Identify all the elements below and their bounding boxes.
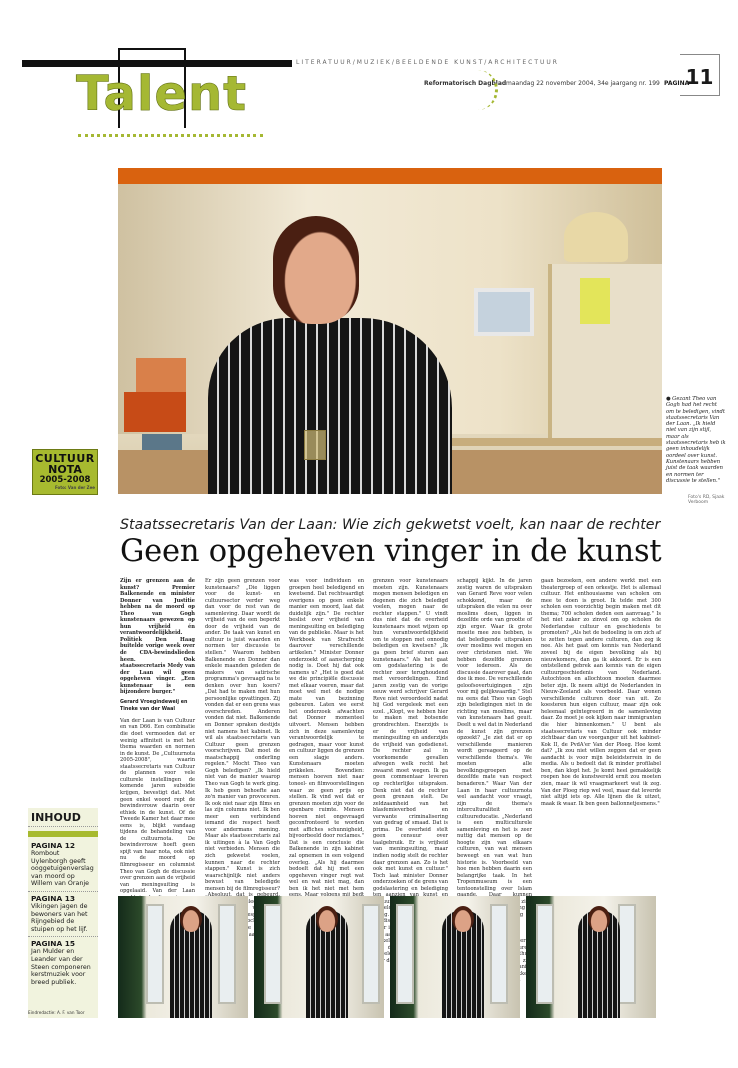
main-photo	[118, 168, 662, 494]
article-column-4	[373, 578, 448, 894]
badge-line-1: CULTUUR	[35, 452, 95, 465]
article-column-5	[457, 578, 532, 971]
eindredactie: Eindredactie: A. F. van Toor	[28, 1010, 85, 1015]
column-text-1: Van der Laan is van Cultuur en van D66. Een combinatie die doet vermoeden dat er weinig affiniteit is met het thema waarden en normen in de kunst. De „Cultuurnota 2005-2008", waarin staatssecretaris van Cultuur de plannen voor vele culturele instellingen de komende jaren subsidie krijgen, bevestigt dat. Met geen enkel woord rept de bewindsvrouw daarin over ethiek in de kunst. Of de Tweede Kamer het daar mee eens is, blijkt vandaag tijdens de behandeling van de cultuurnota. De bewindsvrouw hoeft geen spijt van haar nota, ook niet nu de moord op filmregisseur en columnist Theo van Gogh de discussie over grenzen aan de vrijheid van meningsuiting is opgelaaid. Van der Laan	[120, 717, 195, 895]
byline-2: Tineke van der Waal	[120, 707, 175, 713]
inhoud-text-3: Jan Mulder en Leander van der Steen componeren kerstmuziek voor breed publiek.	[31, 948, 91, 986]
badge-line-2: NOTA	[48, 463, 82, 476]
article-lead: Zijn er grenzen aan de kunst? Premier Balkenende en minister Donner van Justitie hebben na de moord op Theo van Gogh kunstenaars gewezen op hun vrijheid én verantwoordelijkheid. Politiek Den Haag buitelde vorige week over de CDA-bewindslieden heen. Ook staatssecretaris Medy van der Laan wil geen opgeheven vinger. „Een kunstenaar is een bijzondere burger."	[120, 578, 195, 696]
page-number: 11	[680, 54, 720, 96]
inhoud-text-1: Rombout Uylenborgh geeft ooggetuigenverslag van moord op Willem van Oranje	[28, 850, 98, 892]
section-tags: LITERATUUR/MUZIEK/BEELDENDE KUNST/ARCHITECTUUR	[292, 57, 732, 69]
inhoud-box	[28, 808, 98, 1018]
badge-small: Foto: Van der Zee	[54, 485, 95, 490]
page-label: PAGINA	[664, 80, 690, 87]
column-text-2: Er zijn geen grenzen voor kunstenaars? „Die liggen voor de kunst- en cultuursector verder weg dan voor de rest van de samenleving. Daar wordt de vrijheid van de een beperkt door de vrijheid van de ander. De taak van kunst en cultuur is juist waarden en normen ter discussie te stellen." Waarom hebben Balkenende en Donner dan enkele maanden geleden de makers van satirische programma's gevraagd na te denken over hun koers? „Dat had te maken met hun persoonlijke opvattingen. Zij vonden dat er een grens was overschreden. Anderen vonden dat niet. Balkenende en Donner spraken destijds niet namens het kabinet. Ik wil als staatssecretaris van Cultuur geen grenzen voorschrijven. Dat moet de maatschappij onderling regelen." Mocht Theo van Gogh beledigen? „Ik hield niet van de manier waarop Theo van Gogh te werk ging. Ik heb geen behoefte aan zo'n manier van provoceren. Ik ook niet naar zijn films en las zijn columns niet. Ik ben meer een verbindend iemand die respect heeft voor andermans mening. Maar als staatssecretaris zal ik uitingen à la Van Gogh niet verbieden. Mensen die zich gekwetst voelen, kunnen naar de rechter stappen." Kunst is zich waarschijnlijk niet anders bewust van beledigde mensen bij de filmregisseur? is toch	[205, 578, 280, 925]
column-text-3: was voor individuen en groepen heel beledigend en kwetsend. Dat rechtvaardigt overigens op geen enkele manier een moord, laat dat duidelijk zijn." De rechter beslist over vrijheid van meningsuiting en belediging van de publieke. Maar is het Werkboek van Strafrecht daarover verschillende artikelen." Minister Donner onderzoekt of aanscherping nodig is. Doet hij dat ook namens u? „Het is goed dat we die principiële discussie met elkaar voeren, maar dat moet wel met de nodige mate van bezinning gebeuren. Laten we eerst het onderzoek afwachten dat Donner momenteel uitvoert. Mensen hebben zich in deze samenleving verantwoordelijk te gedragen, maar voor kunst en cultuur liggen de grenzen een slagje anders. Kunstenaars moeten prikkelen. Bovendien: mensen hoeven niet naar toneel- en filmvoorstellingen waar ze geen prijs op stellen. Ik vind wel dat er grenzen moeten zijn voor de openbare ruimte. Mensen hoeven niet ongevraagd geconfronteerd te worden met affiches schunnigheid, bijvoorbeeld door reclames." Dat is een conclusie die Balkenende in zijn kabinet zal opnemen in een volgend overleg. „Als hij daarmee bedoelt dat hij met een opgeheven vinger regt wat wel en wat niet mag, dan ben ik het niet met hem	[289, 578, 364, 892]
inhoud-stripe	[28, 831, 98, 837]
cultuurnota-badge	[32, 449, 98, 495]
bottom-photo-2	[254, 896, 384, 1018]
photo-caption: ● Gezant Theo van Gogh had het recht om te beledigen, vindt staatssecretaris Van der Laan. „Ik hield niet van zijn stijl, maar als staatssecretaris heb ik geen inhoudelijk oordeel over kunst. Kunstenaars hebben juist de taak waarden en normen ter discussie te stellen."	[666, 396, 726, 484]
bottom-photo-3	[390, 896, 520, 1018]
article-kicker: Staatssecretaris Van der Laan: Wie zich gekwetst voelt, kan naar de rechter	[120, 517, 661, 533]
column-text-6: gaan bezoeken, een andere werkt met een theatergroep of een orkestje. Het is allemaal cultuur. Het enthousiasme van scholen om mee te doen is groot. Ik telde met 300 scholen een voorzichtig begin maken met dit thema; 700 scholen deden een aanvraag." Is het niet zaker zo zinvol om op scholen de Nederlandse cultuur en geschiedenis te promoten? „Als het de bedoeling is om zich af te zetten tegen andere culturen, dan zeg ik nee. Als het gaat om kennis van Nederland zoveel bij de eigen bevolking als bij nieuwkomers, dan ga ik akkoord. Er is een ontstellend gebrek aan kennis van de eigen cultuurgeschiedenis van Nederland. Autochtoon en allochtoon moeten daarmee beter zijn. Ik neem altijd de Nederlanden in Nieuw-Zeeland als voorbeeld. Daar wonen verschillende culturen door van uit. Ze koesteren hun eigen cultuur, maar zijn ook heleenaal geïntegreerd in de samenleving daar. Zo moet je ook kijken naar immigranten die hier binnenkomen." U bent als staatssecretaris van Cultuur ook minder zichtbaar dan uw voorganger uit het kabinet-Kok II, de PvdA'er Van der Ploeg. Hoe komt dat? „Ik zou niet willen zeggen dat er geen aandacht is voor mijn beleidsterrein in de media. Als u bedoelt dat ik minder profilabel ben, dan klopt het. Je komt heel gemakkelijk roepen hoe de kunstwereld ernit zou moeten zien, maar ik wil vraagmarkeert wat ik zeg. Van der Ploeg riep wel veel, maar dat leverde niet altijd iets op. Alle lijnen die ik uitzet, maak ik waar. Ik ben geen ballonnetjesmens."	[541, 578, 661, 807]
newspaper-name: Reformatorisch Dagblad	[424, 80, 507, 87]
article-column-3	[289, 578, 364, 894]
dateline: maandag 22 november 2004, 34e jaargang nr. 199	[506, 80, 660, 87]
inhoud-page-3: PAGINA 15	[31, 939, 76, 949]
inhoud-page-2: PAGINA 13	[31, 893, 76, 903]
article-headline: Geen opgeheven vinger in de kunst	[120, 534, 662, 569]
article-column-6	[541, 578, 661, 894]
column-text-4: grenzen voor kunstenaars moeten zijn. Kunstenaars mogen mensen beledigen en degenen die zich beledigd voelen, mogen naar de rechter stappen." U vindt dus niet dat de overheid kunstenaars moet wijzen op hun verantwoordelijkheid om te stoppen met onnodig beledigen en kwetsen? „Ik ga geen brief sturen aan kunstenaars." Als het gaat om godslastering is de rechter zeer terughoudend met veroordelingen. Eind jaren zestig van de vorige eeuw werd schrijver Gerard Reve niet veroordeeld nadat hij God vergeleek met een ezel. „Klopt, we hebben hier te maken met botsende grondrechten. Enerzijds is er de vrijheid van meningsuiting en anderzijds de vrijheid van godsdienst. De rechter zal in voorkomende gevallen afwegen welk recht het zwaarst moet wegen. Ik ga geen commentaar leveren op rechterlijke uitspraken. Denk niet dat de rechter geen grenzen stelt. De zeldzaamheid van het blasfemieverbod en verwante criminalisering van gedrag of smaad. Dat is prima. De overheid stelt geen censuur over taalgebruik. Er is vrijheid van meningsuiting, maar indien nodig stelt de rechter daar grenzen aan. Zo is het ook met kunst en cultuur." Toch laat minister Donner onderzoeken of de grens van godslastering en belediging	[373, 578, 448, 892]
article-column-1	[120, 578, 195, 896]
photo-credit: Foto's RD, Sjaak Verboom	[688, 495, 725, 505]
bottom-photo-1	[118, 896, 248, 1018]
dotted-divider	[78, 134, 263, 137]
byline-1: Gerard Vroegindeweij en	[120, 699, 188, 705]
badge-line-3: 2005-2008	[39, 475, 91, 485]
section-title: Talent	[76, 66, 248, 122]
inhoud-page-1: PAGINA 12	[31, 841, 76, 850]
article-column-2	[205, 578, 280, 925]
column-text-5: schappij kijkt. In de jaren zestig waren de uitspraken van Gerard Reve voor velen schokkend, maar de uitspraken die velen nu over moslims doen, liggen in dezelfde orde van grootte of zijn erger. Waar ik grote moeite mee zou hebben, is dat beledigende uitspraken over moslims wel mogen en over christenen niet. We hebben dezelfde grenzen voor iedereen. Als de discussie daarover gaat, dan doe ik mee. De verschillende geloofsovertuigingen zijn voor mij gelijkwaardig." Stel nu eens dat Theo van Gogh zijn beledigingen niet in de richting van moslims, maar van kunstenaars had geuit. Deelt u wel dat in Nederland de kunst zijn grenzen opzoekt? „Je ziet dat er op verschillende manieren wordt gereageerd op de verschillende thema's. We moeten alle bevolkingsgroepen met dezelfde mate van respect benaderen." Waar Van der Laan in haar cultuurnota wel aandacht voor vraagt, zijn de thema's interculturaliteit en cultuureducatie. „Nederland is een multiculturele samenleving en het is zeer nuttig dat mensen op de hoogte zijn van elkaars culturen, van wat mensen beweegt en van wat hun historie is. Voorbeeld van hoe men hebben daarin een belangrijke taak. In het Tropenmuseum is een tentoonstelling over Islam kunnen jongeren culturele manier	[457, 578, 532, 971]
bottom-photo-4	[526, 896, 656, 1018]
dotted-arc-ornament	[458, 70, 498, 110]
inhoud-title: INHOUD	[28, 808, 98, 827]
inhoud-text-2: Vikingen jagen de bewoners van het Rijngebied de stuipen op het lijf.	[28, 903, 98, 937]
